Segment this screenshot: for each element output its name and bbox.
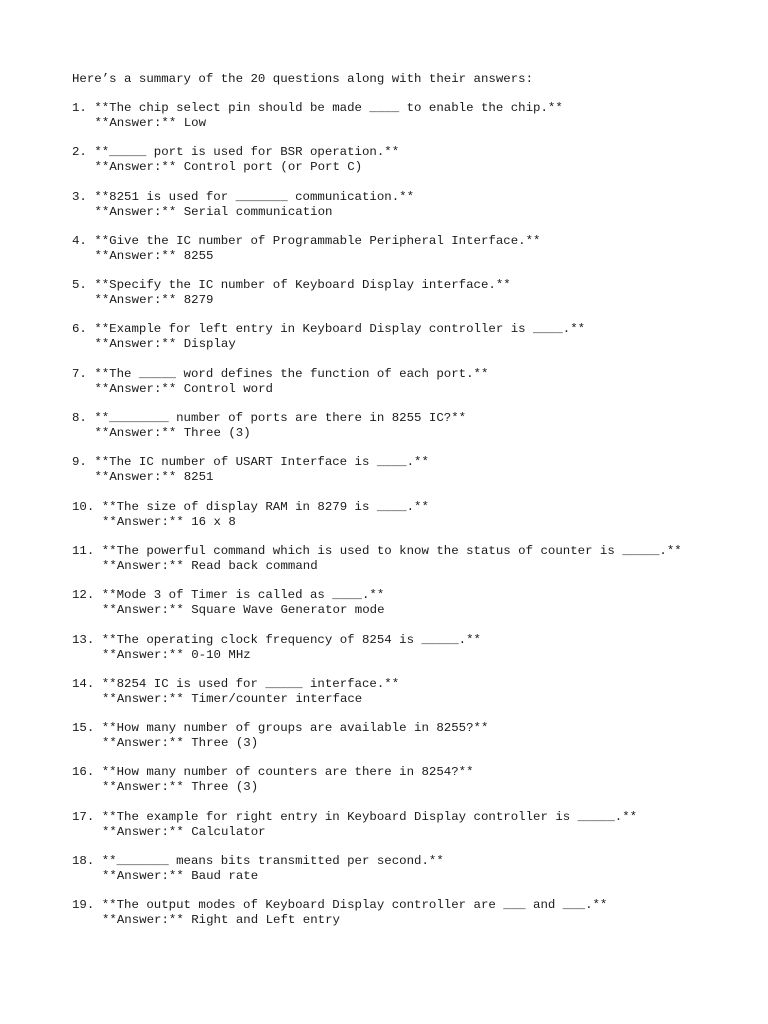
question-number: 6. — [72, 322, 87, 337]
list-item — [72, 101, 752, 131]
question-number: 15. — [72, 721, 95, 736]
answer-text: **Answer:** Control port (or Port C) — [94, 160, 363, 175]
list-item — [72, 677, 752, 707]
list-item — [72, 898, 752, 928]
answer-text: **Answer:** Display — [94, 337, 236, 352]
list-item — [72, 810, 752, 840]
question-number: 12. — [72, 588, 95, 603]
question-number: 16. — [72, 765, 95, 780]
list-item — [72, 145, 752, 175]
question-text: **_____ port is used for BSR operation.** — [94, 145, 400, 160]
answer-text: **Answer:** Serial communication — [94, 204, 333, 219]
question-list — [72, 101, 752, 928]
question-number: 19. — [72, 898, 95, 913]
question-number: 13. — [72, 632, 95, 647]
document-page — [72, 72, 752, 943]
list-item — [72, 234, 752, 264]
list-item — [72, 411, 752, 441]
question-text: **Specify the IC number of Keyboard Display interface.** — [94, 278, 511, 293]
question-number: 3. — [72, 189, 87, 204]
list-item — [72, 455, 752, 485]
question-number: 8. — [72, 411, 87, 426]
answer-text: **Answer:** Calculator — [102, 824, 266, 839]
question-text: **Example for left entry in Keyboard Display controller is ____.** — [94, 322, 586, 337]
answer-text: **Answer:** Read back command — [102, 558, 318, 573]
question-number: 17. — [72, 809, 95, 824]
answer-text: **Answer:** Three (3) — [94, 426, 251, 441]
list-item — [72, 278, 752, 308]
answer-text: **Answer:** Three (3) — [102, 780, 259, 795]
question-number: 4. — [72, 233, 87, 248]
question-text: **8251 is used for _______ communication.** — [94, 189, 415, 204]
list-item — [72, 500, 752, 530]
question-text: **The output modes of Keyboard Display controller are ___ and ___.** — [101, 898, 608, 913]
answer-text: **Answer:** 16 x 8 — [102, 514, 236, 529]
question-text: **_______ means bits transmitted per second.** — [101, 854, 444, 869]
intro-text: Here’s a summary of the 20 questions along with their answers: — [72, 72, 534, 86]
list-item — [72, 588, 752, 618]
question-number: 2. — [72, 145, 87, 160]
list-item — [72, 367, 752, 397]
question-text: **The operating clock frequency of 8254 is _____.** — [101, 632, 481, 647]
question-number: 11. — [72, 543, 95, 558]
question-number: 18. — [72, 854, 95, 869]
question-text: **The example for right entry in Keyboard Display controller is _____.** — [101, 809, 638, 824]
answer-text: **Answer:** Right and Left entry — [102, 913, 340, 928]
question-number: 1. — [72, 101, 87, 115]
answer-text: **Answer:** Baud rate — [102, 869, 259, 884]
list-item — [72, 322, 752, 352]
answer-text: **Answer:** Control word — [94, 381, 273, 396]
list-item — [72, 854, 752, 884]
list-item — [72, 633, 752, 663]
list-item — [72, 544, 752, 574]
question-number: 14. — [72, 676, 95, 691]
list-item — [72, 765, 752, 795]
list-item — [72, 190, 752, 220]
question-text: **The chip select pin should be made ____ to enable the chip.** — [94, 101, 563, 115]
question-text: **How many number of groups are available in 8255?** — [101, 721, 489, 736]
question-text: **8254 IC is used for _____ interface.** — [101, 676, 400, 691]
question-text: **Mode 3 of Timer is called as ____.** — [101, 588, 385, 603]
question-number: 5. — [72, 278, 87, 293]
list-item — [72, 721, 752, 751]
question-text: **The powerful command which is used to know the status of counter is _____.** — [101, 543, 682, 558]
question-text: **How many number of counters are there in 8254?** — [101, 765, 474, 780]
question-number: 7. — [72, 366, 87, 381]
answer-text: **Answer:** 8255 — [94, 248, 214, 263]
question-text: **Give the IC number of Programmable Peripheral Interface.** — [94, 233, 541, 248]
question-number: 10. — [72, 499, 95, 514]
answer-text: **Answer:** Three (3) — [102, 736, 259, 751]
answer-text: **Answer:** Timer/counter interface — [102, 691, 363, 706]
question-text: **The size of display RAM in 8279 is ____.** — [101, 499, 429, 514]
question-text: **The _____ word defines the function of each port.** — [94, 366, 489, 381]
answer-text: **Answer:** 8251 — [94, 470, 214, 485]
question-text: **The IC number of USART Interface is ____.** — [94, 455, 429, 470]
question-text: **________ number of ports are there in 8255 IC?** — [94, 411, 467, 426]
answer-text: **Answer:** 0-10 MHz — [102, 647, 251, 662]
question-number: 9. — [72, 455, 87, 470]
answer-text: **Answer:** 8279 — [94, 293, 214, 308]
answer-text: **Answer:** Low — [94, 116, 207, 130]
answer-text: **Answer:** Square Wave Generator mode — [102, 603, 385, 618]
